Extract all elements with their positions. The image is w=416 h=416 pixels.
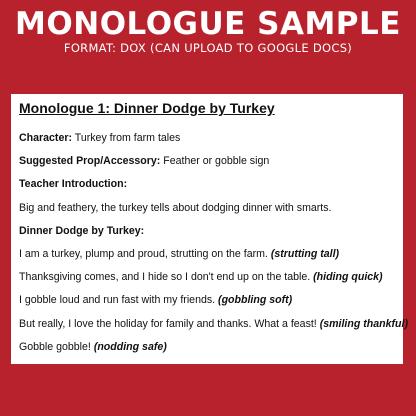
monologue-line — [19, 271, 395, 294]
line-text: Gobble gobble! — [19, 340, 94, 353]
stage-direction: (smiling thankful) — [319, 317, 408, 330]
format-subtitle: FORMAT: DOX (CAN UPLOAD TO GOOGLE DOCS) — [63, 41, 353, 55]
line-text: Thanksgiving comes, and I hide so I don't end up on the table. — [19, 271, 314, 284]
intro-heading — [19, 178, 395, 201]
prop-value: Feather or gobble sign — [160, 155, 270, 168]
prop-line — [19, 155, 395, 178]
intro-label: Teacher Introduction: — [19, 178, 128, 191]
monologue-title: Monologue 1: Dinner Dodge by Turkey — [19, 100, 275, 116]
stage-direction: (nodding safe) — [93, 340, 167, 353]
character-label: Character: — [19, 132, 72, 144]
line-text: I am a turkey, plump and proud, strutting on the farm. — [19, 247, 271, 260]
intro-text: Big and feathery, the turkey tells about dodging dinner with smarts. — [19, 201, 332, 214]
prop-label: Suggested Prop/Accessory: — [19, 155, 161, 168]
monologue-line — [19, 341, 395, 364]
stage-direction: (strutting tall) — [270, 247, 340, 260]
character-value: Turkey from farm tales — [72, 132, 181, 144]
monologue-heading: Dinner Dodge by Turkey: — [19, 224, 145, 237]
line-text: I gobble loud and run fast with my friends. — [19, 294, 219, 307]
line-text: But really, I love the holiday for family and thanks. What a feast! — [19, 317, 320, 330]
stage-direction: (gobbling soft) — [218, 294, 293, 307]
page-title: MONOLOGUE SAMPLE — [15, 6, 401, 42]
document-card — [11, 94, 408, 364]
character-line — [19, 132, 395, 155]
monologue-line — [19, 317, 408, 341]
monologue-line — [19, 294, 395, 317]
stage-direction: (hiding quick) — [313, 271, 383, 284]
monologue-heading-line — [19, 225, 395, 248]
monologue-line — [19, 248, 395, 271]
